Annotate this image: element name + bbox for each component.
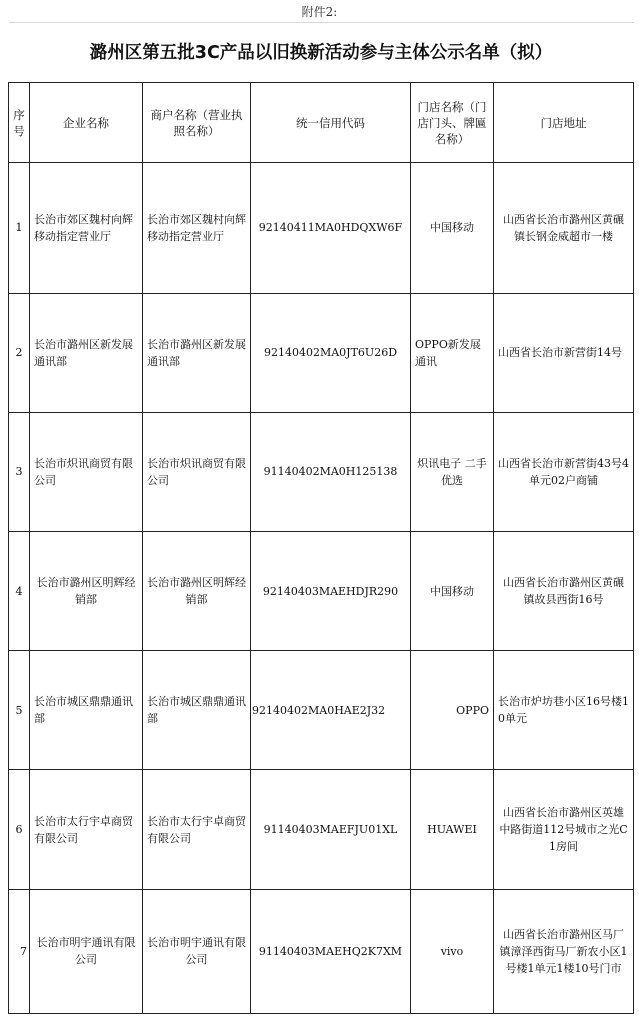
header-merchant: 商户名称（营业执照名称） bbox=[143, 83, 251, 163]
attachment-label: 附件2: bbox=[301, 5, 338, 19]
cell-merchant: 长治市潞州区新发展通讯部 bbox=[143, 293, 251, 412]
cell-store-address: 山西省长治市新营街43号4单元02户商铺 bbox=[494, 412, 634, 531]
cell-enterprise: 长治市明宇通讯有限公司 bbox=[30, 889, 143, 1013]
cell-store-name: 炽讯电子 二手优选 bbox=[411, 412, 494, 531]
table-row bbox=[9, 412, 634, 531]
cell-merchant: 长治市郊区魏村向辉移动指定营业厅 bbox=[143, 163, 251, 293]
cell-enterprise: 长治市炽讯商贸有限公司 bbox=[30, 412, 143, 531]
table-row bbox=[9, 651, 634, 770]
header-store-address: 门店地址 bbox=[494, 83, 634, 163]
cell-enterprise: 长治市太行宇卓商贸有限公司 bbox=[30, 770, 143, 889]
cell-enterprise: 长治市郊区魏村向辉移动指定营业厅 bbox=[30, 163, 143, 293]
cell-seq: 1 bbox=[9, 163, 30, 293]
cell-store-name: HUAWEI bbox=[411, 770, 494, 889]
cell-seq: 2 bbox=[9, 293, 30, 412]
cell-enterprise: 长治市城区鼎鼎通讯部 bbox=[30, 651, 143, 770]
table-row bbox=[9, 531, 634, 650]
cell-store-name: 中国移动 bbox=[411, 531, 494, 650]
cell-seq: 6 bbox=[9, 770, 30, 889]
cell-credit-code: 92140402MA0JT6U26D bbox=[251, 293, 411, 412]
cell-seq: 5 bbox=[9, 651, 30, 770]
cell-store-address: 山西省长治市潞州区黄碾镇故县西街16号 bbox=[494, 531, 634, 650]
cell-credit-code: 91140403MAEHQ2K7XM bbox=[251, 889, 411, 1013]
participant-list-table bbox=[8, 22, 634, 1014]
cell-seq: 3 bbox=[9, 412, 30, 531]
cell-store-address: 山西省长治市潞州区马厂镇漳泽西街马厂新农小区1号楼1单元1楼10号门市 bbox=[494, 889, 634, 1013]
table-row bbox=[9, 293, 634, 412]
table-row bbox=[9, 770, 634, 889]
cell-seq: 7 bbox=[9, 889, 30, 1013]
cell-store-name: vivo bbox=[411, 889, 494, 1013]
header-seq: 序号 bbox=[9, 83, 30, 163]
cell-store-name: OPPO bbox=[411, 651, 494, 770]
table-row bbox=[9, 889, 634, 1013]
cell-credit-code: 91140402MA0H125138 bbox=[251, 412, 411, 531]
cell-merchant: 长治市炽讯商贸有限公司 bbox=[143, 412, 251, 531]
title-row bbox=[9, 23, 634, 83]
cell-seq: 4 bbox=[9, 531, 30, 650]
cell-credit-code: 91140403MAEFJU01XL bbox=[251, 770, 411, 889]
cell-enterprise: 长治市潞州区新发展通讯部 bbox=[30, 293, 143, 412]
page-title: 潞州区第五批3C产品以旧换新活动参与主体公示名单（拟） bbox=[9, 23, 634, 83]
cell-enterprise: 长治市潞州区明辉经销部 bbox=[30, 531, 143, 650]
header-row bbox=[9, 83, 634, 163]
cell-store-address: 长治市炉坊巷小区16号楼10单元 bbox=[494, 651, 634, 770]
cell-store-name: OPPO新发展通讯 bbox=[411, 293, 494, 412]
header-enterprise: 企业名称 bbox=[30, 83, 143, 163]
cell-credit-code: 92140403MAEHDJR290 bbox=[251, 531, 411, 650]
header-credit-code: 统一信用代码 bbox=[251, 83, 411, 163]
cell-merchant: 长治市潞州区明辉经销部 bbox=[143, 531, 251, 650]
cell-credit-code: 92140411MA0HDQXW6F bbox=[251, 163, 411, 293]
cell-merchant: 长治市城区鼎鼎通讯部 bbox=[143, 651, 251, 770]
header-store-name: 门店名称（门店门头、牌匾名称） bbox=[411, 83, 494, 163]
cell-credit-code: 92140402MA0HAE2J32 bbox=[251, 651, 411, 770]
cell-store-address: 山西省长治市新营街14号 bbox=[494, 293, 634, 412]
cell-store-name: 中国移动 bbox=[411, 163, 494, 293]
cell-merchant: 长治市明宇通讯有限公司 bbox=[143, 889, 251, 1013]
table-row bbox=[9, 163, 634, 293]
cell-store-address: 山西省长治市潞州区英雄中路街道112号城市之光C1房间 bbox=[494, 770, 634, 889]
cell-store-address: 山西省长治市潞州区黄碾镇长钢金威超市一楼 bbox=[494, 163, 634, 293]
cell-merchant: 长治市太行宇卓商贸有限公司 bbox=[143, 770, 251, 889]
